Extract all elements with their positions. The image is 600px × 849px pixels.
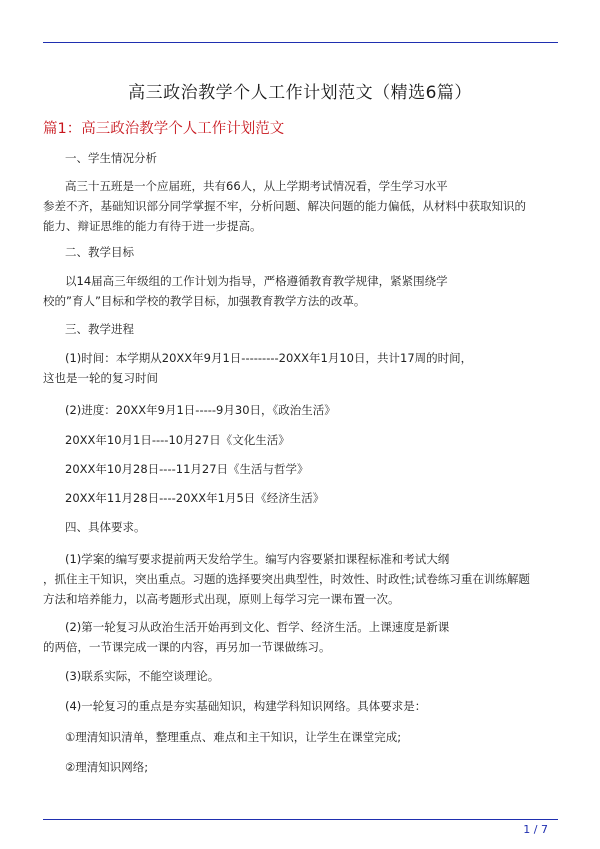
paragraph-line: 这也是一轮的复习时间 [43,371,158,385]
paragraph-line: 高三十五班是一个应届班，共有66人，从上学期考试情况看，学生学习水平 [65,179,448,193]
paragraph-requirement-3 [43,666,558,686]
paragraph-line: ，抓住主干知识，突出重点。习题的选择要突出典型性，时效性、时政性;试卷练习重在训练解题 [43,572,530,586]
paragraph-line: (2)第一轮复习从政治生活开始再到文化、哲学、经济生活。上课速度是新课 [65,620,450,634]
paragraph-line: 能力、辩证思维的能力有待于进一步提高。 [43,219,262,233]
paragraph-line: 的两倍，一节课完成一课的内容，再另加一节课做练习。 [43,640,331,654]
paragraph-line: (3)联系实际，不能空谈理论。 [65,669,220,683]
paragraph-line: ②理清知识网络; [65,760,149,774]
paragraph-line: 参差不齐，基础知识部分同学掌握不牢，分析问题、解决问题的能力偏低，从材料中获取知识的 [43,199,526,213]
paragraph-line: 20XX年10月1日----10月27日《文化生活》 [65,433,290,447]
paragraph-requirement-2 [43,617,558,657]
page-number: 1 / 7 [523,823,548,836]
paragraph-line: 以14届高三年级组的工作计划为指导，严格遵循教育教学规律，紧紧围绕学 [65,274,448,288]
paragraph-heading-requirements [43,517,558,537]
paragraph-line: 20XX年11月28日----20XX年1月5日《经济生活》 [65,491,325,505]
paragraph-line: (1)学案的编写要求提前两天发给学生。编写内容要紧扣课程标准和考试大纲 [65,552,450,566]
paragraph-requirement-4 [43,696,558,716]
paragraph-line: (4)一轮复习的重点是夯实基础知识，构建学科知识网络。具体要求是： [65,699,427,713]
paragraph-heading-progress [43,319,558,339]
paragraph-schedule-4 [43,488,558,508]
header-rule [43,42,558,43]
paragraph-schedule-2 [43,430,558,450]
paragraph-line: ①理清知识清单，整理重点、难点和主干知识，让学生在课堂完成; [65,730,402,744]
paragraph-schedule-3 [43,459,558,479]
paragraph-heading-goals [43,242,558,262]
paragraph-schedule-1 [43,400,558,420]
paragraph-goals [43,271,558,311]
paragraph-time [43,348,558,388]
document-title: 高三政治教学个人工作计划范文（精选6篇） [128,83,472,103]
footer-rule [43,819,558,820]
paragraph-line: 方法和培养能力，以高考题形式出现，原则上每学习完一课布置一次。 [43,592,400,606]
paragraph-line: 三、教学进程 [65,322,134,336]
paragraph-line: (2)进度：20XX年9月1日-----9月30日，《政治生活》 [65,403,336,417]
paragraph-line: 二、教学目标 [65,245,134,259]
paragraph-requirement-4-item-1 [43,727,558,747]
paragraph-requirement-4-item-2 [43,757,558,777]
paragraph-student-analysis [43,176,558,236]
paragraph-line: 校的”育人”目标和学校的教学目标，加强教育教学方法的改革。 [43,294,366,308]
paragraph-line: 一、学生情况分析 [65,151,157,165]
paragraph-line: 20XX年10月28日----11月27日《生活与哲学》 [65,462,309,476]
section-title: 篇1：高三政治教学个人工作计划范文 [43,121,285,137]
paragraph-requirement-1 [43,549,558,609]
paragraph-heading-student-analysis [43,148,558,168]
paragraph-line: 四、具体要求。 [65,520,146,534]
paragraph-line: (1)时间：本学期从20XX年9月1日---------20XX年1月10日，共计17周的时间， [65,351,473,365]
